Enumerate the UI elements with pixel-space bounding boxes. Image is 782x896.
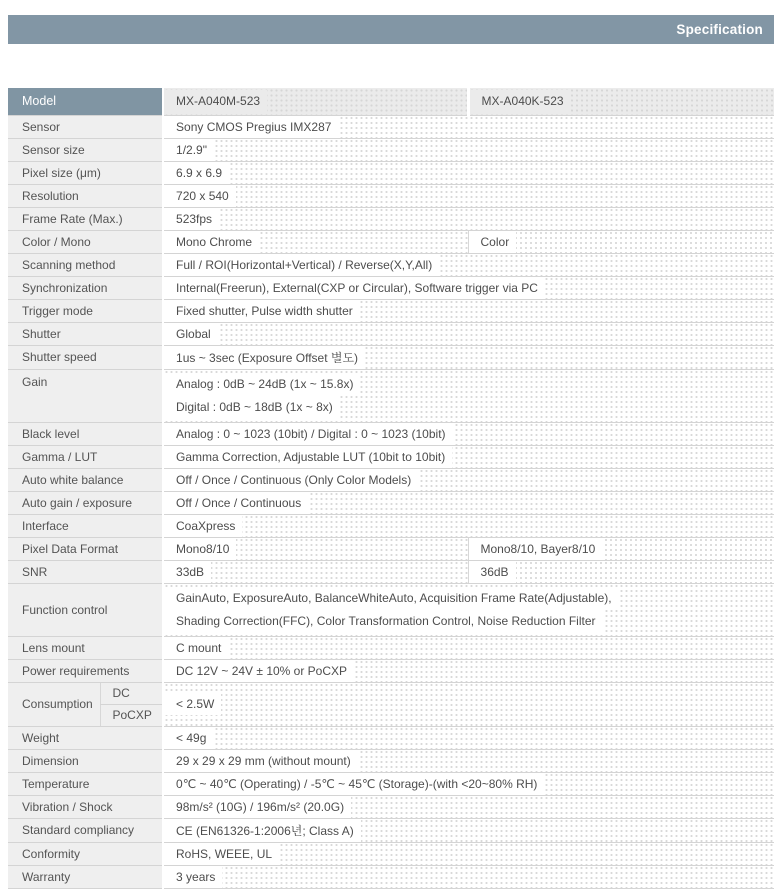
- row-value: < 49g: [163, 726, 774, 749]
- row-label: Color / Mono: [8, 230, 163, 253]
- table-row-sensor: [8, 115, 774, 138]
- row-value: Gamma Correction, Adjustable LUT (10bit to 10bit): [163, 445, 774, 468]
- table-row-shutter-speed: [8, 345, 774, 369]
- model-name-1: MX-A040M-523: [164, 90, 267, 112]
- table-row-vibration-shock: [8, 795, 774, 818]
- row-label: Sensor size: [8, 138, 163, 161]
- row-label: Resolution: [8, 184, 163, 207]
- table-row-resolution: [8, 184, 774, 207]
- row-label: Lens mount: [8, 636, 163, 659]
- row-value: Global: [163, 322, 774, 345]
- table-row-gain: [8, 369, 774, 422]
- row-value-model2: Mono8/10, Bayer8/10: [468, 537, 774, 560]
- row-label: Gain: [8, 369, 163, 422]
- row-label: SNR: [8, 560, 163, 583]
- row-value: 6.9 x 6.9: [163, 161, 774, 184]
- row-value-model1: 33dB: [163, 560, 468, 583]
- row-value: [163, 369, 774, 422]
- row-value: 98m/s² (10G) / 196m/s² (20.0G): [163, 795, 774, 818]
- row-value: CoaXpress: [163, 514, 774, 537]
- row-value: Analog : 0 ~ 1023 (10bit) / Digital : 0 ~ 1023 (10bit): [163, 422, 774, 445]
- model-name-cell-1: [163, 88, 468, 115]
- row-value: 3 years: [163, 865, 774, 888]
- table-row-auto-gain-exposure: [8, 491, 774, 514]
- consumption-sub-label-dc: DC: [100, 682, 163, 704]
- function-control-line-2: Shading Correction(FFC), Color Transformation Control, Noise Reduction Filter: [164, 610, 603, 633]
- gain-digital-line: Digital : 0dB ~ 18dB (1x ~ 8x): [164, 396, 340, 419]
- row-label: Consumption: [8, 682, 100, 726]
- row-label: Trigger mode: [8, 299, 163, 322]
- row-value: 1us ~ 3sec (Exposure Offset 별도): [163, 345, 774, 369]
- table-row-pixel-data-format: [8, 537, 774, 560]
- table-row-color-mono: [8, 230, 774, 253]
- row-value: [163, 583, 774, 636]
- row-value-model2: 36dB: [468, 560, 774, 583]
- row-label: Shutter: [8, 322, 163, 345]
- row-label: Vibration / Shock: [8, 795, 163, 818]
- table-row-weight: [8, 726, 774, 749]
- table-row-black-level: [8, 422, 774, 445]
- row-label: Black level: [8, 422, 163, 445]
- table-row-snr: [8, 560, 774, 583]
- consumption-sub-label-pocxp: PoCXP: [100, 704, 163, 726]
- table-row-trigger-mode: [8, 299, 774, 322]
- specification-table: [8, 88, 774, 889]
- row-label: Gamma / LUT: [8, 445, 163, 468]
- row-label: Temperature: [8, 772, 163, 795]
- table-row-consumption-dc: [8, 682, 774, 704]
- row-value: CE (EN61326-1:2006년; Class A): [163, 818, 774, 842]
- model-name-2: MX-A040K-523: [470, 90, 571, 112]
- row-label: Power requirements: [8, 659, 163, 682]
- table-row-interface: [8, 514, 774, 537]
- table-row-shutter: [8, 322, 774, 345]
- gain-analog-line: Analog : 0dB ~ 24dB (1x ~ 15.8x): [164, 373, 360, 396]
- row-label: Auto gain / exposure: [8, 491, 163, 514]
- row-value: < 2.5W: [163, 682, 774, 726]
- table-row-function-control: [8, 583, 774, 636]
- table-row-warranty: [8, 865, 774, 888]
- row-label: Scanning method: [8, 253, 163, 276]
- table-row-dimension: [8, 749, 774, 772]
- table-row-auto-white-balance: [8, 468, 774, 491]
- table-row-standard-compliancy: [8, 818, 774, 842]
- row-value-model1: Mono Chrome: [163, 230, 468, 253]
- row-label: Dimension: [8, 749, 163, 772]
- row-value: DC 12V ~ 24V ± 10% or PoCXP: [163, 659, 774, 682]
- table-row-scanning-method: [8, 253, 774, 276]
- table-row-power-requirements: [8, 659, 774, 682]
- row-value-model1: Mono8/10: [163, 537, 468, 560]
- row-label: Pixel size (μm): [8, 161, 163, 184]
- table-row-gamma-lut: [8, 445, 774, 468]
- row-value: 523fps: [163, 207, 774, 230]
- table-row-temperature: [8, 772, 774, 795]
- row-value-model2: Color: [468, 230, 774, 253]
- row-value: Internal(Freerun), External(CXP or Circular), Software trigger via PC: [163, 276, 774, 299]
- section-title: Specification: [676, 22, 763, 37]
- row-label: Conformity: [8, 842, 163, 865]
- row-value: Sony CMOS Pregius IMX287: [163, 115, 774, 138]
- row-value: RoHS, WEEE, UL: [163, 842, 774, 865]
- row-value: Off / Once / Continuous (Only Color Models): [163, 468, 774, 491]
- row-value: 1/2.9": [163, 138, 774, 161]
- model-header-label: Model: [8, 88, 163, 115]
- row-label: Sensor: [8, 115, 163, 138]
- row-value: 720 x 540: [163, 184, 774, 207]
- table-row-sensor-size: [8, 138, 774, 161]
- row-label: Shutter speed: [8, 345, 163, 369]
- row-label: Interface: [8, 514, 163, 537]
- row-label: Weight: [8, 726, 163, 749]
- row-label: Standard compliancy: [8, 818, 163, 842]
- table-row-frame-rate: [8, 207, 774, 230]
- row-value: C mount: [163, 636, 774, 659]
- row-value: 0℃ ~ 40℃ (Operating) / -5℃ ~ 45℃ (Storage)-(with <20~80% RH): [163, 772, 774, 795]
- row-label: Warranty: [8, 865, 163, 888]
- row-value: Off / Once / Continuous: [163, 491, 774, 514]
- row-label: Pixel Data Format: [8, 537, 163, 560]
- section-header-bar: [8, 15, 774, 44]
- row-value: Fixed shutter, Pulse width shutter: [163, 299, 774, 322]
- row-label: Auto white balance: [8, 468, 163, 491]
- function-control-line-1: GainAuto, ExposureAuto, BalanceWhiteAuto, Acquisition Frame Rate(Adjustable),: [164, 587, 619, 610]
- row-label: Synchronization: [8, 276, 163, 299]
- row-label: Frame Rate (Max.): [8, 207, 163, 230]
- table-header-row: [8, 88, 774, 115]
- row-value: 29 x 29 x 29 mm (without mount): [163, 749, 774, 772]
- model-name-cell-2: [468, 88, 774, 115]
- row-value: Full / ROI(Horizontal+Vertical) / Reverse(X,Y,All): [163, 253, 774, 276]
- table-row-conformity: [8, 842, 774, 865]
- table-row-pixel-size: [8, 161, 774, 184]
- row-label: Function control: [8, 583, 163, 636]
- table-row-lens-mount: [8, 636, 774, 659]
- table-row-synchronization: [8, 276, 774, 299]
